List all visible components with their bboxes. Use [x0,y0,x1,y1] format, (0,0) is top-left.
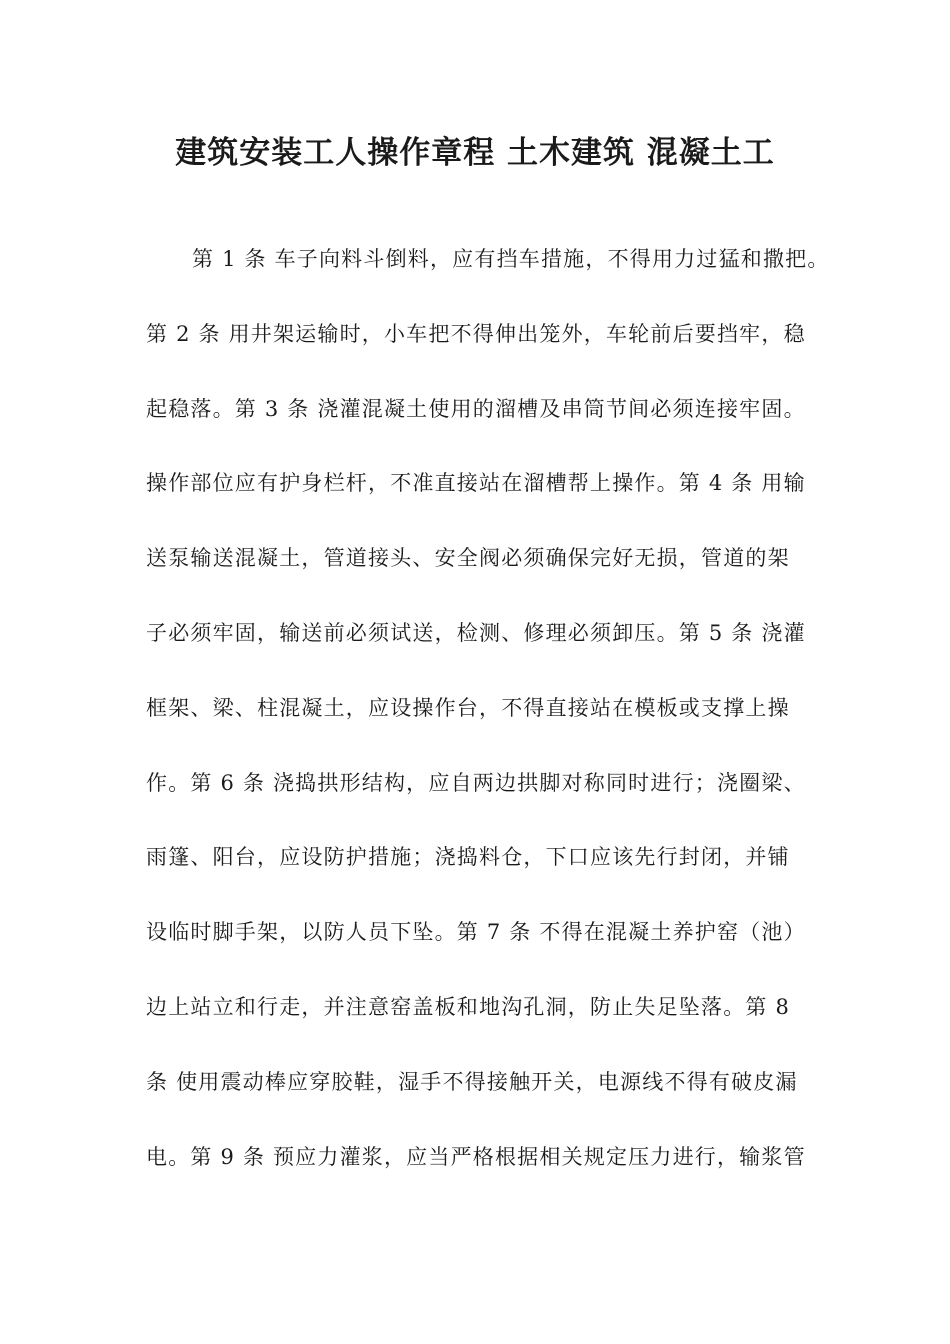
body-line: 雨篷、阳台，应设防护措施；浇捣料仓，下口应该先行封闭，并铺 [146,845,790,870]
body-line: 子必须牢固，输送前必须试送，检测、修理必须卸压。第 5 条 浇灌 [146,620,806,645]
body-line: 边上站立和行走，并注意窑盖板和地沟孔洞，防止失足坠落。第 8 [146,994,791,1019]
body-line: 送泵输送混凝土，管道接头、安全阀必须确保完好无损，管道的架 [146,546,790,571]
body-line: 第 2 条 用井架运输时，小车把不得伸出笼外，车轮前后要挡牢，稳 [146,321,806,346]
body-line: 作。第 6 条 浇捣拱形结构，应自两边拱脚对称同时进行；浇圈梁、 [146,770,806,795]
body-line: 电。第 9 条 预应力灌浆，应当严格根据相关规定压力进行，输浆管 [146,1144,806,1169]
body-line: 起稳落。第 3 条 浇灌混凝土使用的溜槽及串筒节间必须连接牢固。 [146,396,806,421]
body-line: 条 使用震动棒应穿胶鞋，湿手不得接触开关，电源线不得有破皮漏 [146,1069,798,1094]
document-title: 建筑安装工人操作章程 土木建筑 混凝土工 [175,135,775,171]
body-line: 框架、梁、柱混凝土，应设操作台，不得直接站在模板或支撑上操 [146,695,790,720]
document-body [146,234,846,1206]
body-line: 操作部位应有护身栏杆，不准直接站在溜槽帮上操作。第 4 条 用输 [146,471,806,496]
body-line: 设临时脚手架，以防人员下坠。第 7 条 不得在混凝土养护窑（池） [146,920,806,945]
body-line: 第 1 条 车子向料斗倒料，应有挡车措施，不得用力过猛和撒把。 [192,247,830,271]
